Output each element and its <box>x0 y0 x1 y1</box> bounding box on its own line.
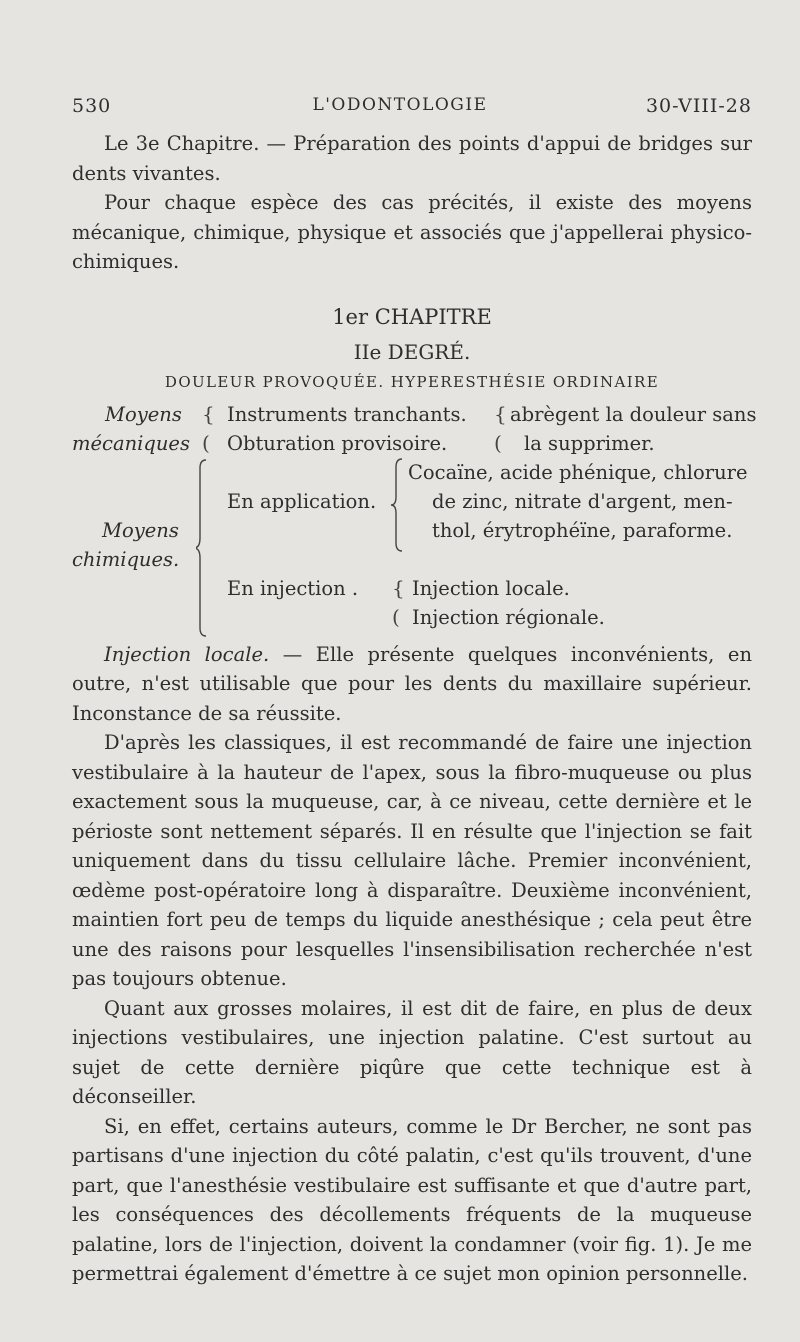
injection-label: En injection . <box>227 576 359 600</box>
paragraph-molaires: Quant aux grosses molaires, il est dit de faire, en plus de deux injections vestibulaires, une injection palatine. C'est surtout au sujet de cette dernière piqûre que cette technique est à déconseiller. <box>72 996 752 1108</box>
injection-brace: { ( <box>392 575 405 629</box>
means-table <box>72 400 757 640</box>
issue-date: 30-VIII-28 <box>645 95 752 117</box>
meca-effect-brace: { ( <box>494 401 507 455</box>
meca-item-2: Obturation provisoire. <box>227 431 448 455</box>
application-line-3: thol, érytrophéïne, paraforme. <box>432 518 733 542</box>
page-body <box>72 129 757 1289</box>
intro-paragraph-2: Pour chaque espèce des cas précités, il existe des moyens mécanique, chimique, physique et associés que j'appellerai physico-chimiques. <box>72 191 752 273</box>
application-line-1: Cocaïne, acide phénique, chlorure <box>408 460 748 484</box>
paragraph-injection-locale <box>72 640 752 729</box>
meca-label-2: mécaniques <box>72 431 190 455</box>
chim-brace <box>196 458 222 638</box>
section-subtitle: DOULEUR PROVOQUÉE. HYPERESTHÉSIE ORDINAIRE <box>164 372 660 391</box>
meca-brace: { ( <box>202 401 215 455</box>
application-label: En application. <box>227 489 377 513</box>
degree-heading: IIe DEGRÉ. <box>353 339 471 364</box>
intro-paragraph-1: Le 3e Chapitre. — Préparation des points d'appui de bridges sur dents vivantes. <box>72 132 752 185</box>
injection-line-1: Injection locale. <box>412 576 570 600</box>
meca-effect-2: la supprimer. <box>524 431 655 455</box>
paragraph-bercher: Si, en effet, certains auteurs, comme le Dr Bercher, ne sont pas partisans d'une injection du côté palatin, c'est qu'ils trouvent, d'une part, que l'anesthésie vestibulaire est suffisante et que d'autre part, les conséquences des décollements fréquents de la muqueuse palatine, lors de l'injection, doivent la condamner (voir fig. 1). Je me permettrai également d'émettre à ce sujet mon opinion personnelle. <box>72 1114 752 1285</box>
chim-label-1: Moyens <box>102 518 179 542</box>
meca-item-1: Instruments tranchants. <box>227 402 467 426</box>
chim-label-2: chimiques. <box>72 547 180 571</box>
paragraph-classiques: D'après les classiques, il est recommandé de faire une injection vestibulaire à la hauteur de l'apex, sous la fibro-muqueuse ou plus exactement sous la muqueuse, car, à ce niveau, cette dernière et le périoste sont nettement séparés. Il en résulte que l'injection se fait uniquement dans du tissu cellulaire lâche. Premier inconvénient, œdème post-opératoire long à disparaître. Deuxième inconvénient, maintien fort peu de temps du liquide anesthésique ; cela peut être une des raisons pour lesquelles l'insensibilisation recherchée n'est pas toujours obtenue. <box>72 731 752 990</box>
chapter-title: 1er CHAPITRE <box>332 304 492 329</box>
application-line-2: de zinc, nitrate d'argent, men- <box>432 489 733 513</box>
running-head: L'ODONTOLOGIE <box>312 95 488 115</box>
paragraph-lead: Injection locale. <box>104 642 270 666</box>
application-brace <box>388 457 410 553</box>
paragraph-rest: — Elle présente quelques inconvénients, en outre, n'est utilisable que pour les dents du maxillaire supérieur. Inconstance de sa réussite. <box>72 642 753 725</box>
meca-effect-1: abrègent la douleur sans <box>510 402 757 426</box>
injection-line-2: Injection régionale. <box>412 605 605 629</box>
page-number: 530 <box>72 95 112 117</box>
meca-label-1: Moyens <box>105 402 182 426</box>
